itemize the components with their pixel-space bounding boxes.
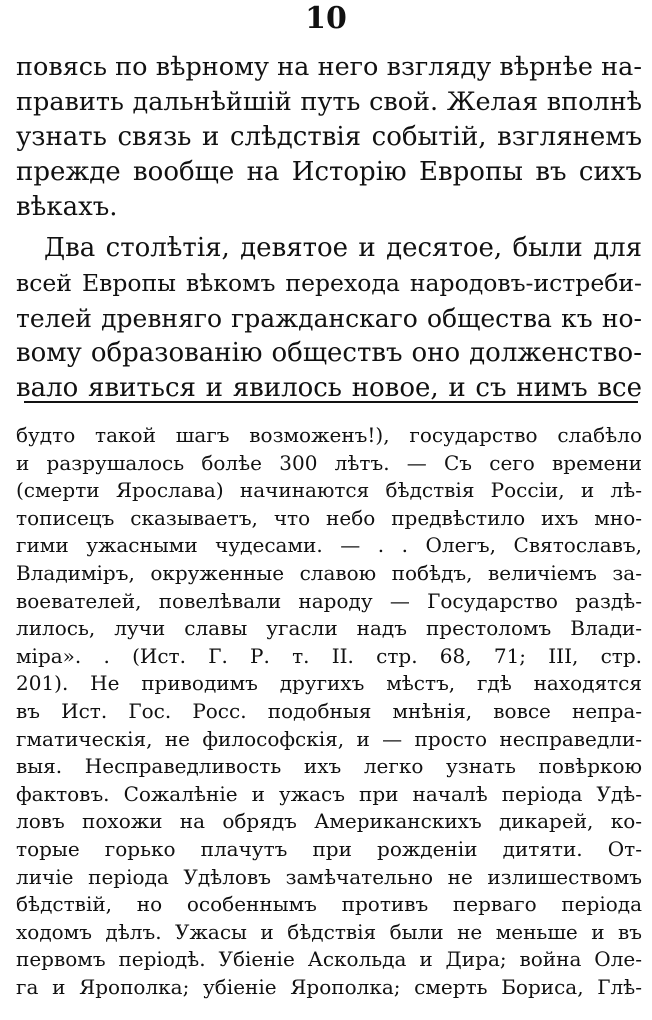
footnote-line: первомъ періодѣ. Убіеніе Аскольда и Дира; война Оле- (16, 947, 642, 972)
footnote-separator (24, 401, 638, 403)
footnote-line: гматическія, не философскія, и — просто несправедли- (16, 726, 642, 751)
footnote-line: 201). Не приводимъ другихъ мѣстъ, гдѣ находятся (16, 671, 642, 696)
main-text (16, 50, 642, 406)
main-text-line: править дальнѣйшій путь свой. Желая вполнѣ (16, 87, 642, 117)
footnote-line: ходомъ дѣлъ. Ужасы и бѣдствія были не меньше и въ (16, 919, 642, 944)
footnote-line: фактовъ. Сожалѣніе и ужасъ при началѣ періода Удѣ- (16, 781, 642, 806)
footnote-line: гими ужасными чудесами. — . . Олегъ, Святославъ, (16, 533, 642, 558)
main-text-line: узнать связь и слѣдствія событій, взглянемъ (16, 122, 642, 152)
footnote-line: будто такой шагъ возможенъ!), государство слабѣло (16, 423, 642, 447)
footnote-line: личіе періода Удѣловъ замѣчательно не излишествомъ (16, 864, 642, 889)
main-text-line: вому образованію обществъ оно долженство- (16, 338, 642, 368)
footnote-line: торые горько плачутъ при рожденіи дитяти. От- (16, 836, 642, 861)
main-text-line: Два столѣтія, девятое и десятое, были для (44, 233, 642, 263)
footnote-line: Владиміръ, окруженные славою побѣдъ, величіемъ за- (16, 560, 642, 585)
page-number: 10 (305, 1, 347, 36)
main-text-line: прежде вообще на Исторію Европы въ сихъ (16, 157, 642, 187)
main-text-line: вало явиться и явилось новое, и съ нимъ все (16, 373, 642, 403)
footnote-line: лилось, лучи славы угасли надъ престоломъ Влади- (16, 616, 642, 641)
footnote (16, 422, 642, 1001)
main-text-line: телей древняго гражданскаго общества къ но- (16, 304, 642, 333)
main-text-line: повясь по вѣрному на него взгляду вѣрнѣе на- (16, 52, 642, 82)
footnote-line: ловъ похожи на обрядъ Американскихъ дикарей, ко- (16, 809, 642, 834)
footnote-line: тописецъ сказываетъ, что небо предвѣстило ихъ мно- (16, 505, 642, 530)
footnote-line: бѣдствій, но особеннымъ противъ перваго періода (16, 892, 642, 917)
footnote-line: и разрушалось болѣе 300 лѣтъ. — Съ сего времени (16, 450, 642, 475)
footnote-line: воевателей, повелѣвали народу — Государство раздѣ- (16, 588, 642, 613)
main-text-line: вѣкахъ. (16, 192, 118, 222)
footnote-line: міра». . (Ист. Г. Р. т. II. стр. 68, 71; III, стр. (16, 643, 642, 668)
footnote-line: выя. Несправедливость ихъ легко узнать повѣркою (16, 754, 642, 779)
footnote-line: (смерти Ярослава) начинаются бѣдствія Россіи, и лѣ- (16, 478, 642, 503)
footnote-line: въ Ист. Гос. Росс. подобныя мнѣнія, вовсе непра- (16, 698, 642, 723)
main-text-line: всей Европы вѣкомъ перехода народовъ-истреби- (16, 269, 642, 297)
footnote-line: га и Ярополка; убіеніе Ярополка; смерть Бориса, Глѣ- (16, 974, 642, 999)
